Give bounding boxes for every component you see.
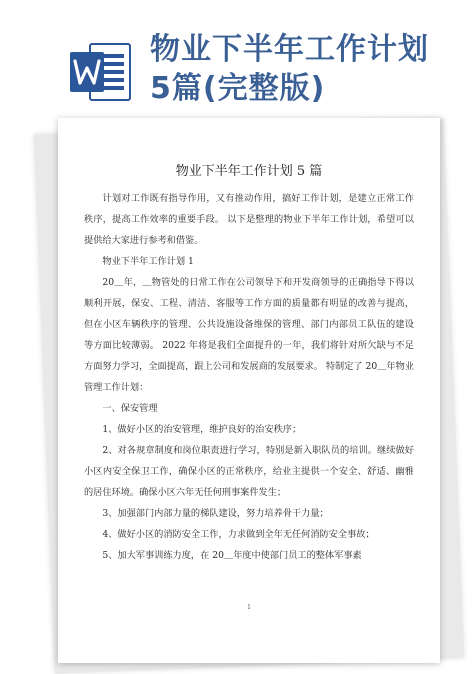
- document-body: [84, 188, 414, 566]
- list-item: 4、做好小区的消防安全工作，力求做到全年无任何消防安全事故；: [102, 529, 375, 540]
- list-item: 1、做好小区的治安管理，维护良好的治安秩序；: [102, 424, 302, 435]
- list-item: 3、加强部门内部力量的梯队建设，努力培养骨干力量；: [102, 508, 329, 519]
- list-item: 2、对各规章制度和岗位职责进行学习，特别是新入职队员的培训。继续做好小区内安全保卫工作，确保小区的正常秩序，给业主提供一个安全、舒适、幽雅的居住环境。确保小区六年无任何刑事案件发生；: [84, 445, 414, 498]
- paragraph: 计划对工作既有指导作用，又有推动作用，搞好工作计划，是建立正常工作秩序，提高工作效率的重要手段。 以下是整理的物业下半年工作计划，希望可以提供给大家进行参考和借鉴。: [84, 193, 414, 246]
- paragraph: 20＿年，＿物管处的日常工作在公司领导下和开发商领导的正确指导下得以顺利开展，保安、工程、清洁、客服等工作方面的质量都有明显的改善与提高， 但在小区车辆秩序的管理、公共设施设备维保的管理、部门内部员工队伍的建设等方面比较薄弱。 2022 年将是我们全面提升的一年，我们将针对所欠缺与不足方面努力学习，全面提高，跟上公司和发展商的发展要求。 特制定了 20＿年物业管理工作计划：: [84, 277, 414, 393]
- banner-header: [0, 0, 474, 112]
- section-heading: 物业下半年工作计划 1: [102, 256, 194, 267]
- word-document-icon: [70, 40, 132, 104]
- list-item: 5、加大军事训练力度，在 20＿年度中使部门员工的整体军事素: [102, 550, 362, 561]
- section-heading: 一、保安管理: [102, 403, 158, 414]
- page-title: 物业下半年工作计划5篇(完整版): [150, 32, 429, 106]
- document-title: 物业下半年工作计划 5 篇: [175, 164, 323, 179]
- document-page: [58, 118, 440, 663]
- page-number: 1: [247, 604, 251, 611]
